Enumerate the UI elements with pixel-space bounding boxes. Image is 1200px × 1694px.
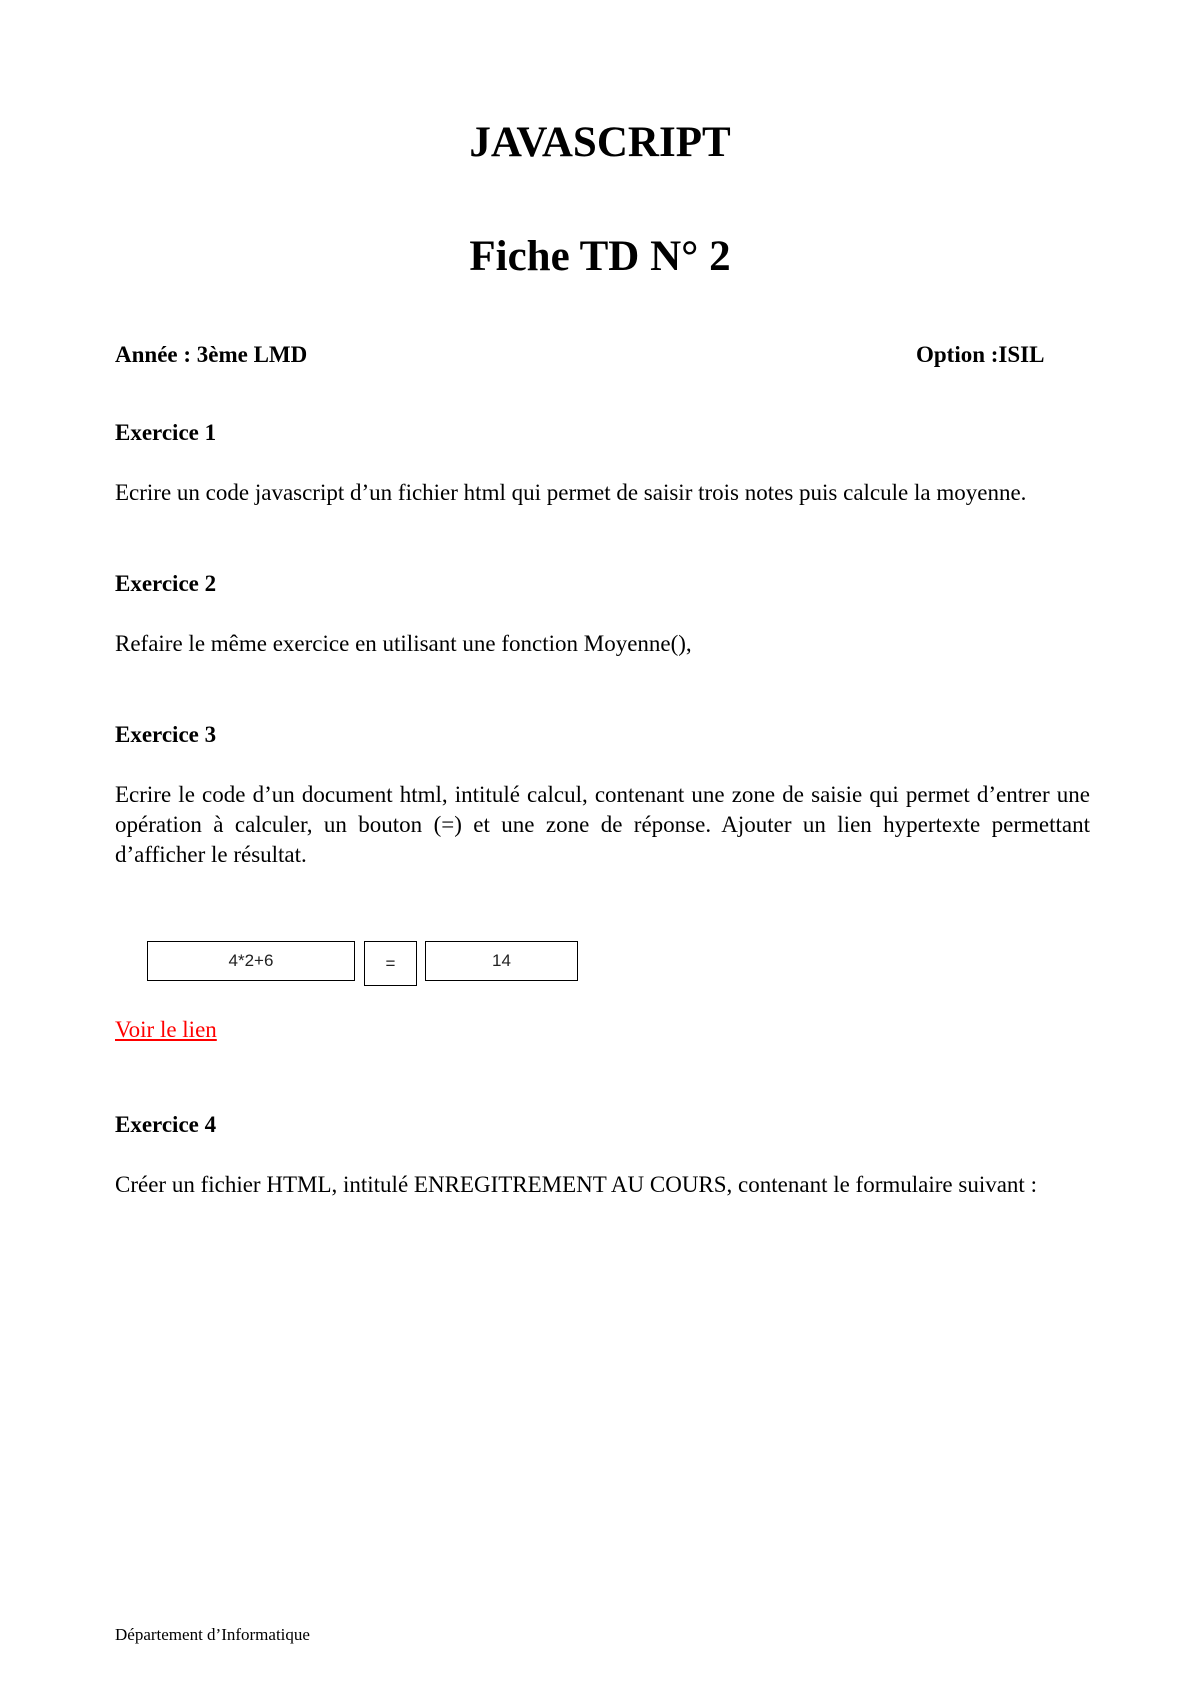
footer-department: Département d’Informatique (115, 1625, 310, 1644)
exercise-1-heading: Exercice 1 (115, 420, 217, 445)
exercise-2-heading: Exercice 2 (115, 571, 217, 596)
exercise-4-text: Créer un fichier HTML, intitulé ENREGITREMENT AU COURS, contenant le formulaire suivant : (115, 1172, 1037, 1197)
option-label: Option :ISIL (916, 342, 1045, 367)
operation-input[interactable]: 4*2+6 (147, 941, 355, 981)
year-label: Année : 3ème LMD (115, 342, 308, 367)
exercise-3-heading: Exercice 3 (115, 722, 217, 747)
document-title: JAVASCRIPT (469, 119, 731, 166)
exercise-4-heading: Exercice 4 (115, 1112, 217, 1137)
exercise-1-text: Ecrire un code javascript d’un fichier html qui permet de saisir trois notes puis calcule la moyenne. (115, 480, 1027, 505)
document-subtitle: Fiche TD N° 2 (469, 233, 731, 280)
result-field[interactable]: 14 (425, 941, 578, 981)
exercise-3-text: Ecrire le code d’un document html, intitulé calcul, contenant une zone de saisie qui permet d’entrer une opération à calculer, un bouton (=) et une zone de réponse. Ajouter un lien hypertexte permettant d’afficher le résultat. (115, 782, 1090, 867)
see-link[interactable]: Voir le lien (115, 1017, 217, 1042)
exercise-2-text: Refaire le même exercice en utilisant une fonction Moyenne(), (115, 631, 692, 656)
equals-button[interactable]: = (364, 941, 417, 986)
